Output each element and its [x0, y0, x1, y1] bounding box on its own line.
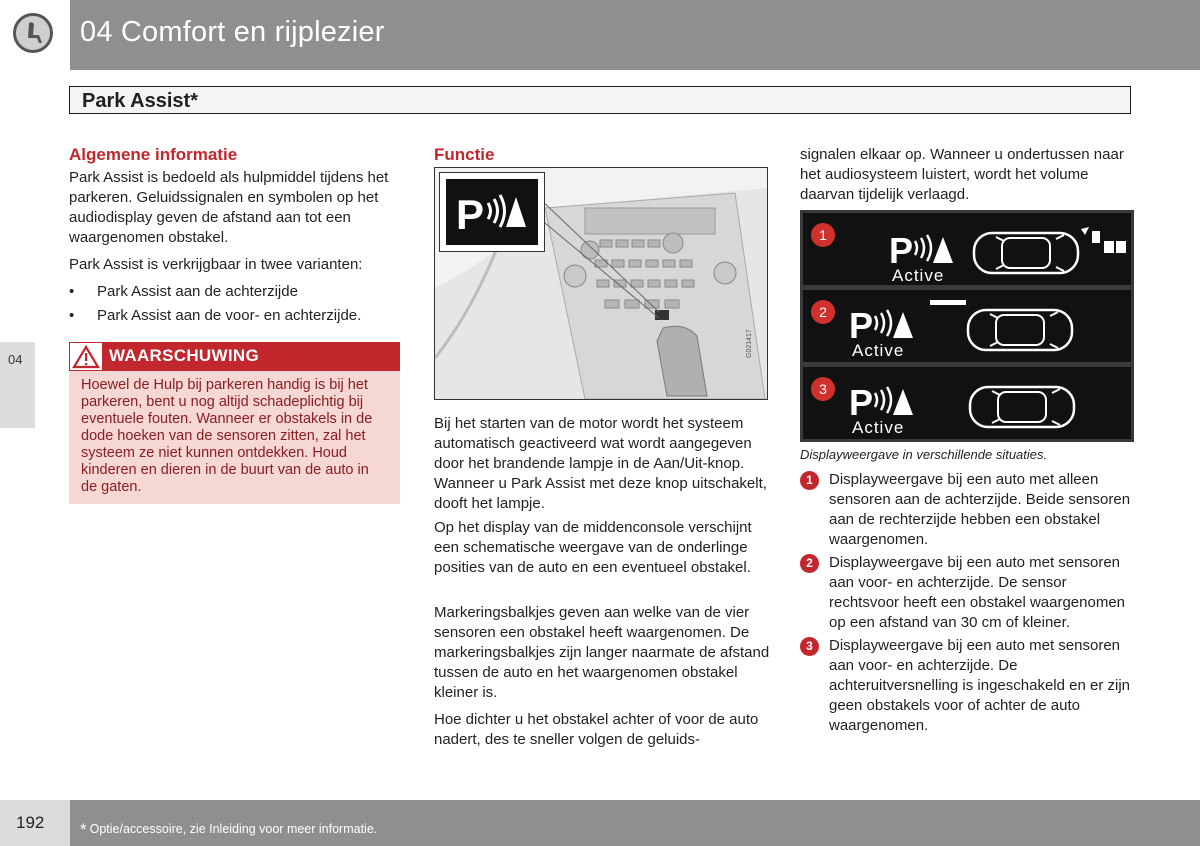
panel-number-badge: 2 — [811, 300, 835, 324]
figure-caption: Displayweergave in verschillende situaties. — [800, 447, 1048, 462]
list-item — [69, 306, 405, 326]
section-title: Park Assist* — [82, 90, 198, 112]
function-paragraph-2: Op het display van de middenconsole verschijnt een schematische weergave van de onderlinge posities van de auto en een eventueel obstakel. — [434, 519, 752, 576]
variant-front-rear: Park Assist aan de voor- en achterzijde. — [97, 307, 362, 324]
variants-intro: Park Assist is verkrijgbaar in twee varianten: — [69, 256, 363, 273]
bullet-icon: • — [69, 283, 75, 300]
warning-title: WAARSCHUWING — [109, 346, 259, 365]
car-top-view-icon — [968, 373, 1088, 435]
svg-text:P: P — [456, 191, 485, 238]
warning-icon-box — [69, 342, 103, 371]
park-assist-symbol — [446, 179, 538, 245]
item-text: Displayweergave bij een auto met alleen sensoren aan de achterzijde. Beide sensoren aan de rechterzijde hebben een obstakel waargenomen. — [829, 471, 1131, 548]
function-paragraph-4: Hoe dichter u het obstakel achter of voor de auto nadert, des te sneller volgen de geluids- — [434, 711, 759, 748]
variant-rear: Park Assist aan de achterzijde — [97, 283, 298, 300]
footnote-mark: * — [80, 820, 87, 839]
item-text: Displayweergave bij een auto met sensoren aan voor- en achterzijde. De sensor rechtsvoor heeft een obstakel waargenomen op een afstand van 30 cm of kleiner. — [829, 554, 1126, 631]
park-assist-icon — [849, 379, 919, 421]
status-label: Active — [852, 418, 905, 437]
item-number-badge: 1 — [800, 471, 819, 490]
status-label: Active — [852, 341, 905, 360]
function-paragraph-1: Bij het starten van de motor wordt het systeem automatisch geactiveerd wat wordt aangegeven door het brandende lampje in de Aan/Uit-knop. Wanneer u Park Assist met deze knop uitschakelt, dooft het lampje. — [434, 415, 767, 512]
warning-body — [69, 371, 400, 504]
heading-function: Functie — [434, 145, 495, 164]
svg-text:P: P — [889, 230, 914, 269]
general-info-paragraph: Park Assist is bedoeld als hulpmiddel tijdens het parkeren. Geluidssignalen en symbolen op het audiodisplay geven de afstand aan tot een waargenomen obstakel. — [69, 169, 389, 246]
warning-triangle-icon — [70, 343, 102, 370]
seat-icon — [13, 13, 53, 53]
page-number-box — [0, 800, 70, 846]
list-item — [69, 282, 405, 302]
chapter-icon-box — [0, 0, 70, 70]
display-panel-2 — [803, 290, 1131, 362]
display-panel-1 — [803, 213, 1131, 285]
car-top-view-icon — [928, 296, 1088, 358]
warning-text: Hoewel de Hulp bij parkeren handig is bij het parkeren, bent u nog altijd schadeplichtig bij eventuele fouten. Wanneer er obstakels in de dode hoeken van de sensoren zitten, zal het systeem ze niet kunnen ontdekken. Houd kinderen en dieren in de buurt van de auto in de gaten. — [81, 377, 373, 495]
section-title-bar — [69, 86, 1131, 114]
item-number-badge: 2 — [800, 554, 819, 573]
car-top-view-icon — [968, 227, 1128, 279]
status-label: Active — [892, 266, 945, 285]
svg-text:P: P — [849, 382, 874, 421]
item-text: Displayweergave bij een auto met sensoren aan voor- en achterzijde. De achteruitversnelling is ingeschakeld en er zijn geen obstakels voor of achter de auto waargenomen. — [829, 637, 1130, 734]
panel-number-badge: 3 — [811, 377, 835, 401]
heading-general-info: Algemene informatie — [69, 145, 238, 164]
sound-signals-paragraph: signalen elkaar op. Wanneer u ondertussen naar het audiosysteem luistert, wordt het volume daarvan tijdelijk verlaagd. — [800, 146, 1124, 203]
display-panels — [800, 210, 1134, 442]
footnote — [80, 818, 377, 838]
bullet-icon: • — [69, 307, 75, 324]
park-assist-icon — [889, 227, 959, 269]
footnote-text: Optie/accessoire, zie Inleiding voor meer informatie. — [89, 822, 378, 836]
variants-list — [69, 282, 405, 326]
page-header — [0, 0, 1200, 70]
svg-text:P: P — [849, 305, 874, 344]
function-paragraph-3: Markeringsbalkjes geven aan welke van de vier sensoren een obstakel heeft waargenomen. De markeringsbalkjes zijn langer naarmate de afstand tussen de auto en het waargenomen obstakel kleiner is. — [434, 604, 770, 701]
park-assist-icon — [849, 302, 919, 344]
center-console-figure — [434, 167, 768, 400]
warning-header — [69, 342, 400, 371]
item-number-badge: 3 — [800, 637, 819, 656]
page-number: 192 — [16, 813, 45, 832]
side-tab-label: 04 — [8, 352, 23, 367]
display-panel-3 — [803, 367, 1131, 439]
chapter-title: 04 Comfort en rijplezier — [80, 16, 385, 48]
panel-number-badge: 1 — [811, 223, 835, 247]
park-assist-inset — [439, 172, 545, 252]
chapter-side-tab — [0, 342, 35, 428]
park-assist-icon — [446, 179, 538, 245]
page-footer — [0, 800, 1200, 846]
figure-code: G021417 — [746, 329, 753, 358]
